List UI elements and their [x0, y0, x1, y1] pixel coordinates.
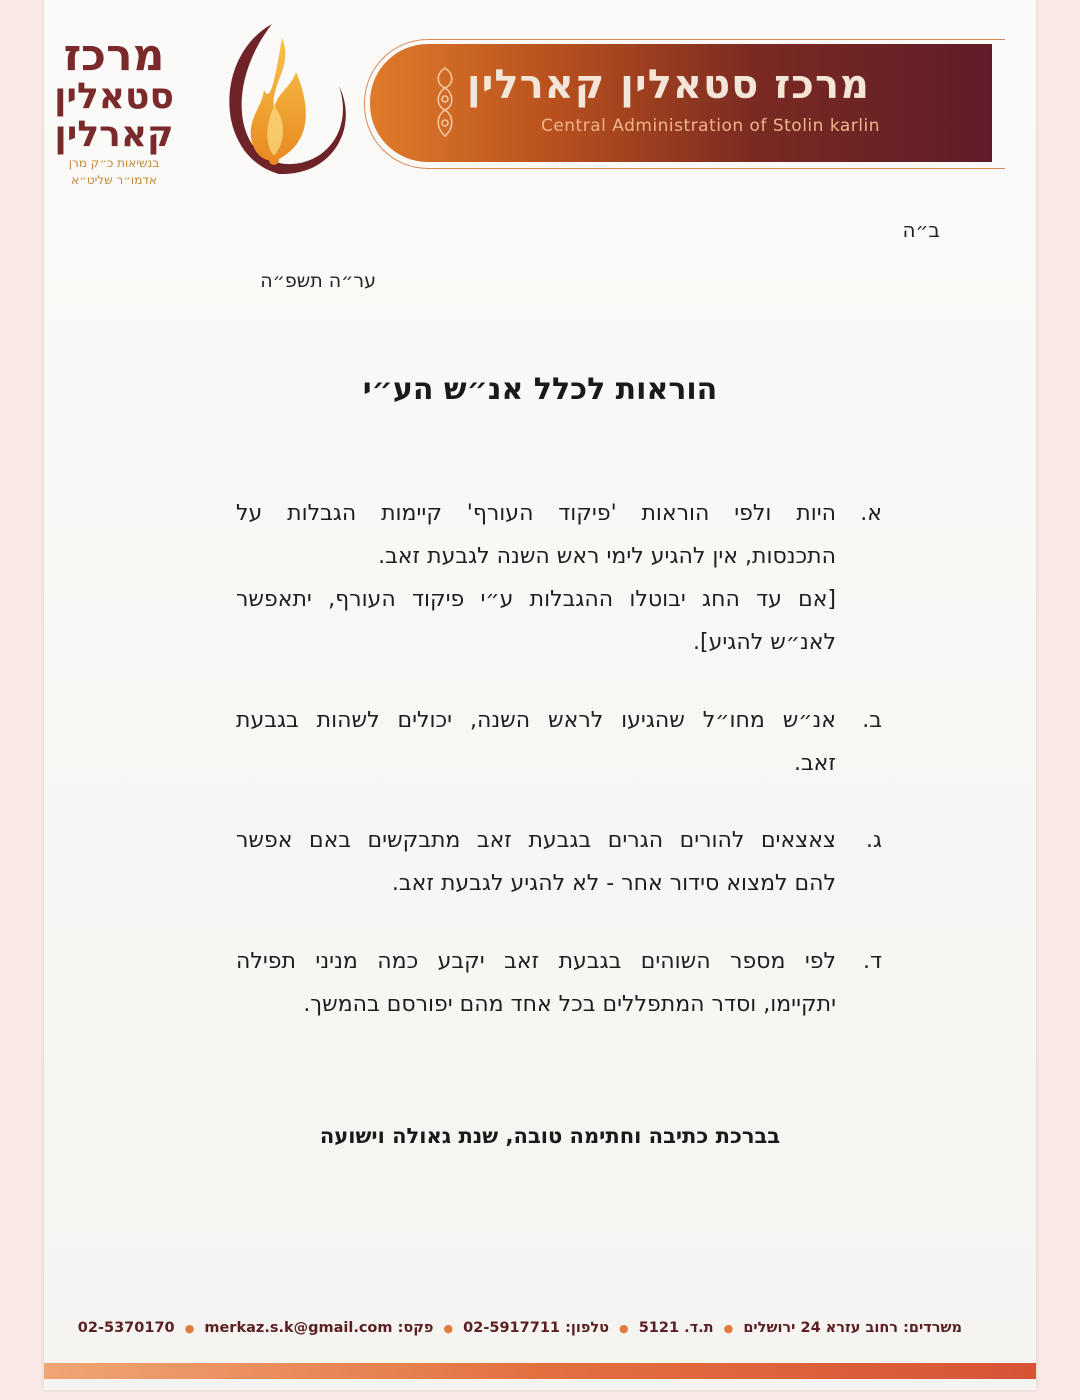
header-banner: [370, 44, 992, 162]
item-letter-c: ג.: [865, 828, 882, 853]
footer-fax: 02-5370170: [77, 1320, 175, 1336]
ornament-icon: [432, 66, 458, 138]
footer-contact: [77, 1320, 962, 1336]
list-item-d: [236, 940, 836, 1026]
item-a-line-3: [אם עד החג יבוטלו ההגבלות ע״י פיקוד העורף, יתאפשר: [236, 587, 836, 612]
item-b-line-1: אנ״ש מחו״ל שהגיעו לראש השנה, יכולים לשהות בגבעת: [236, 708, 836, 733]
footer-bar: [44, 1363, 1036, 1379]
item-c-line-1: צאצאים להורים הגרים בגבעת זאב מתבקשים באם אפשר: [236, 828, 836, 853]
flame-logo-icon: [174, 16, 364, 181]
logo-subline-2: אדמו״ר שליט״א: [71, 173, 157, 187]
item-a-line-2: התכנסות, אין להגיע לימי ראש השנה לגבעת זאב.: [378, 544, 836, 569]
footer-phone[interactable]: 02-5917711: [463, 1320, 560, 1336]
footer-phone-label: טלפון:: [565, 1320, 609, 1336]
letter-page: [44, 0, 1036, 1390]
footer-address: רחוב עזרא 24 ירושלים: [743, 1320, 899, 1336]
item-d-line-1: לפי מספר השוהים בגבעת זאב יקבע כמה מניני תפילה: [236, 949, 836, 974]
list-item-a: [236, 492, 836, 664]
list-item-b: [236, 699, 836, 785]
logo-line-3: קארלין: [54, 114, 174, 155]
item-d-line-2: יתקיימו, וסדר המתפללים בכל אחד מהם יפורסם בהמשך.: [303, 992, 836, 1017]
logo-text: [44, 30, 184, 188]
item-b-line-2: זאב.: [793, 751, 836, 776]
banner-subtitle: Central Administration of Stolin karlin: [540, 116, 880, 136]
bullet-icon: ●: [619, 1322, 629, 1335]
closing-blessing: בברכת כתיבה וחתימה טובה, שנת גאולה וישועה: [319, 1124, 781, 1148]
logo-line-2: סטאלין: [54, 76, 174, 117]
footer-pobox: ת.ד. 5121: [638, 1320, 714, 1336]
footer-fax-label: פקס:: [397, 1320, 434, 1336]
letter-heading: הוראות לכלל אנ״ש הע״י: [362, 372, 718, 407]
item-letter-d: ד.: [862, 949, 882, 974]
letter-date: ער״ה תשפ״ה: [260, 270, 376, 292]
bullet-icon: ●: [184, 1322, 195, 1335]
banner-title: מרכז סטאלין קארלין: [466, 62, 870, 108]
bullet-icon: ●: [723, 1322, 734, 1335]
item-a-line-1: היות ולפי הוראות 'פיקוד העורף' קיימות הגבלות על: [236, 501, 836, 526]
footer-email[interactable]: merkaz.s.k@gmail.com: [204, 1320, 393, 1336]
item-letter-b: ב.: [862, 708, 882, 733]
item-c-line-2: להם למצוא סידור אחר - לא להגיע לגבעת זאב.: [391, 871, 836, 896]
item-letter-a: א.: [860, 501, 882, 526]
logo-line-1: מרכז: [63, 30, 165, 81]
list-item-c: [236, 819, 836, 905]
logo-subline-1: בנשיאות כ״ק מרן: [68, 156, 160, 170]
bh-mark: ב״ה: [902, 218, 940, 242]
footer-offices-label: משרדים:: [903, 1320, 962, 1336]
bullet-icon: ●: [443, 1322, 454, 1335]
item-a-line-4: לאנ״ש להגיע].: [693, 630, 836, 655]
